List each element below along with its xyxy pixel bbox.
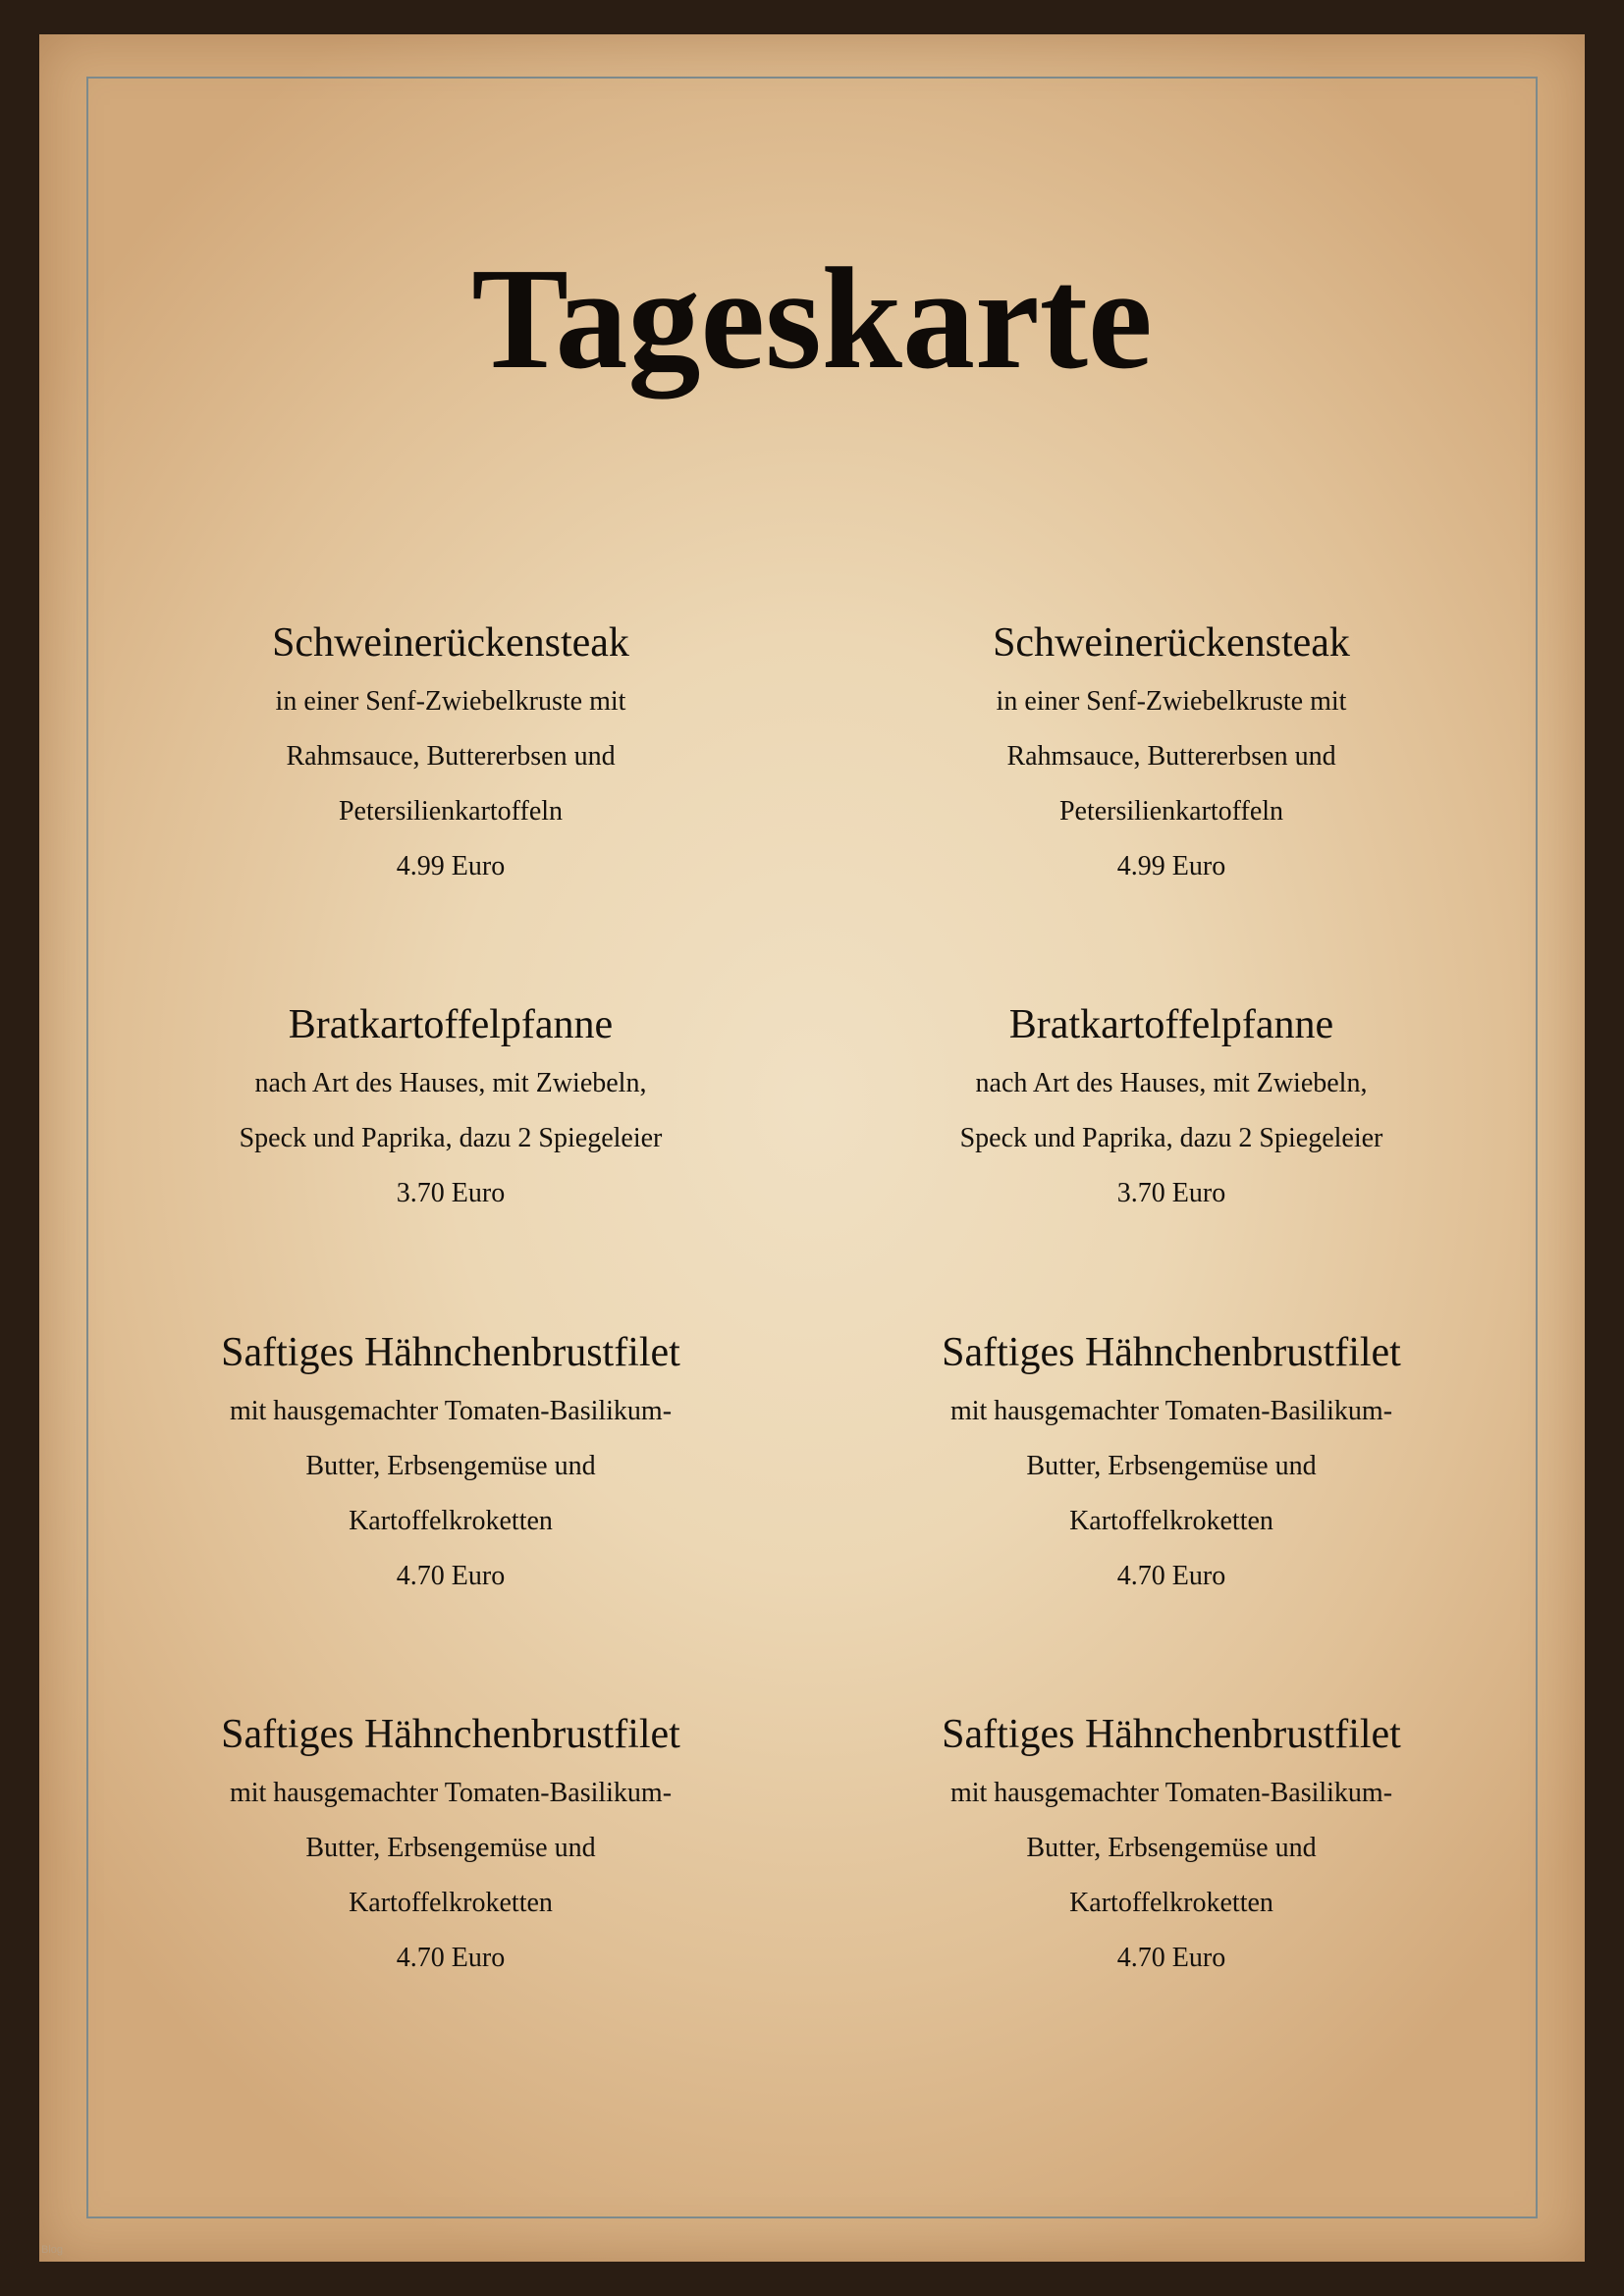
dish-name: Saftiges Hähnchenbrustfilet <box>942 1712 1401 1757</box>
dish-price: 4.70 Euro <box>1116 1561 1226 1591</box>
page-title: Tageskarte <box>471 239 1153 400</box>
dish-price: 4.70 Euro <box>396 1561 506 1591</box>
dish-price: 3.70 Euro <box>1116 1178 1226 1208</box>
dish-description-line: mit hausgemachter Tomaten-Basilikum- <box>949 1778 1393 1808</box>
dish-description-line: Butter, Erbsengemüse und <box>1026 1451 1317 1481</box>
dish-price: 4.70 Euro <box>1116 1943 1226 1973</box>
dish-description-line: Kartoffelkroketten <box>1069 1888 1273 1918</box>
dish-description-line: mit hausgemachter Tomaten-Basilikum- <box>229 1778 673 1808</box>
watermark: Blog <box>41 2244 64 2256</box>
dish-name: Saftiges Hähnchenbrustfilet <box>942 1330 1401 1375</box>
menu-item-r4-right <box>867 1707 1476 1986</box>
dish-price: 3.70 Euro <box>396 1178 506 1208</box>
dish-description-line: nach Art des Hauses, mit Zwiebeln, <box>254 1068 647 1098</box>
dish-name: Saftiges Hähnchenbrustfilet <box>221 1330 680 1375</box>
dish-description-line: Kartoffelkroketten <box>1069 1506 1273 1536</box>
dish-description-line: Butter, Erbsengemüse und <box>1026 1833 1317 1863</box>
dish-name: Bratkartoffelpfanne <box>288 1002 614 1047</box>
dish-description-line: nach Art des Hauses, mit Zwiebeln, <box>975 1068 1368 1098</box>
dish-description-line: mit hausgemachter Tomaten-Basilikum- <box>229 1396 673 1426</box>
dish-description-line: in einer Senf-Zwiebelkruste mit <box>275 686 626 717</box>
menu-item-r3-right <box>867 1325 1476 1604</box>
dish-name: Schweinerückensteak <box>993 620 1350 666</box>
dish-price: 4.99 Euro <box>396 851 506 881</box>
dish-description-line: Speck und Paprika, dazu 2 Spiegeleier <box>239 1123 663 1153</box>
menu-item-r4-left <box>146 1707 755 1986</box>
dish-description-line: Rahmsauce, Buttererbsen und <box>286 741 616 772</box>
menu-item-r1-left <box>146 615 755 894</box>
dish-price: 4.99 Euro <box>1116 851 1226 881</box>
dish-name: Schweinerückensteak <box>272 620 629 666</box>
dish-description-line: mit hausgemachter Tomaten-Basilikum- <box>949 1396 1393 1426</box>
menu-item-r2-right <box>867 997 1476 1221</box>
dish-description-line: Rahmsauce, Buttererbsen und <box>1006 741 1336 772</box>
menu-item-r2-left <box>146 997 755 1221</box>
dish-description-line: Kartoffelkroketten <box>349 1888 553 1918</box>
dish-name: Bratkartoffelpfanne <box>1008 1002 1334 1047</box>
menu-item-r3-left <box>146 1325 755 1604</box>
dish-name: Saftiges Hähnchenbrustfilet <box>221 1712 680 1757</box>
dish-description-line: Petersilienkartoffeln <box>338 796 564 827</box>
dish-description-line: Speck und Paprika, dazu 2 Spiegeleier <box>959 1123 1383 1153</box>
dish-description-line: Kartoffelkroketten <box>349 1506 553 1536</box>
dish-description-line: in einer Senf-Zwiebelkruste mit <box>996 686 1347 717</box>
menu-item-r1-right <box>867 615 1476 894</box>
dish-description-line: Butter, Erbsengemüse und <box>305 1451 596 1481</box>
dish-description-line: Butter, Erbsengemüse und <box>305 1833 596 1863</box>
dish-description-line: Petersilienkartoffeln <box>1058 796 1284 827</box>
dish-price: 4.70 Euro <box>396 1943 506 1973</box>
